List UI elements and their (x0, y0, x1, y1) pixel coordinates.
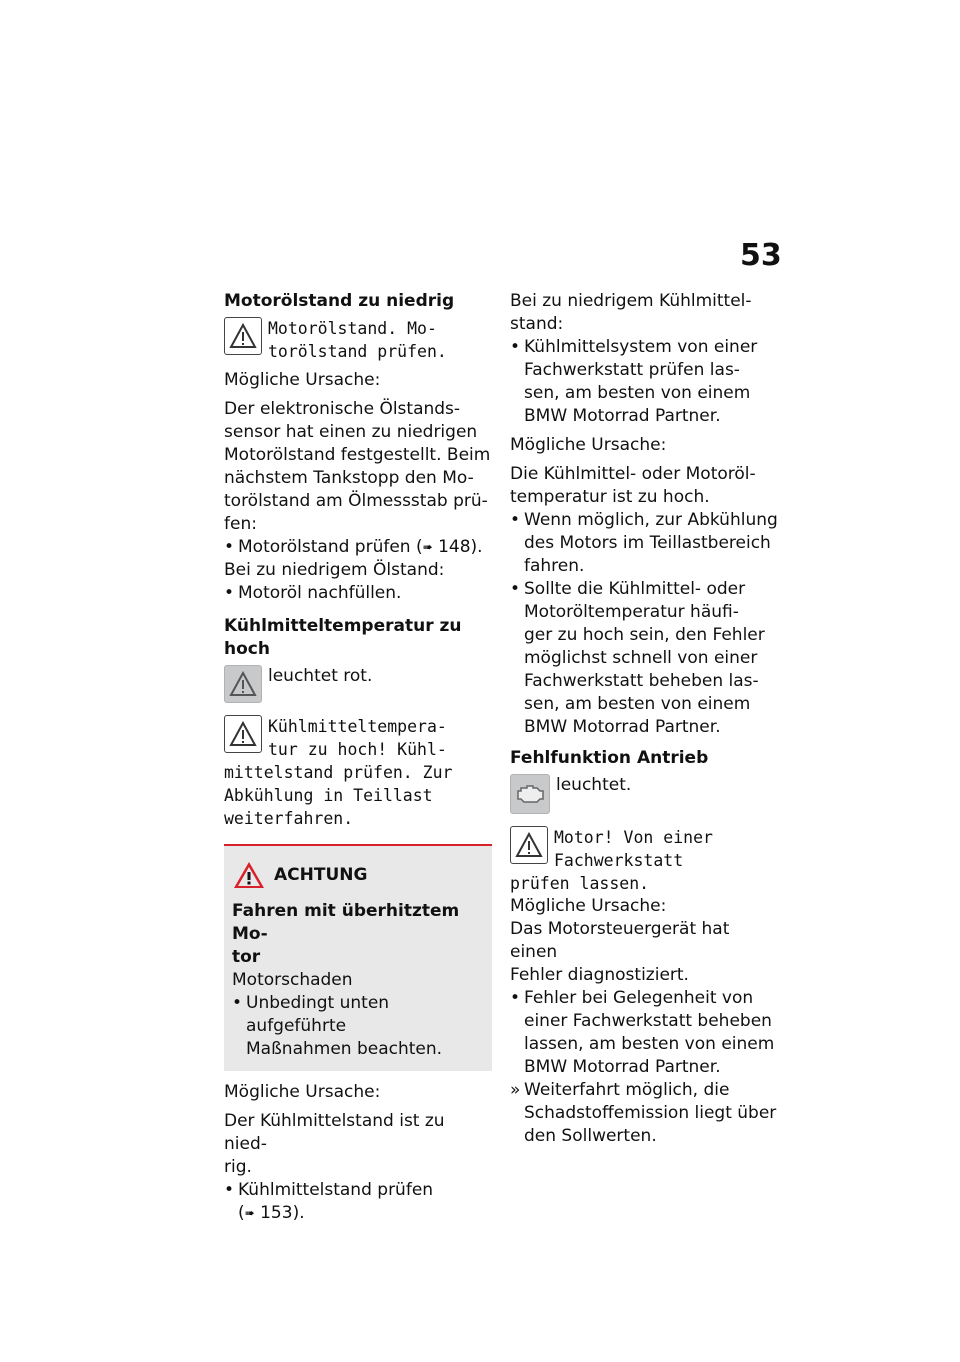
list-item (510, 987, 780, 1079)
text-line: Motoröltemperatur häufi- (524, 602, 739, 622)
indicator-status: leuchtet rot. (268, 666, 373, 686)
caution-consequence: Motorschaden (232, 970, 353, 990)
section-heading-coolant-temp: Kühlmitteltemperatur zu hoch (224, 616, 462, 659)
caution-box (224, 844, 492, 1071)
coolant-level-cause (224, 1110, 492, 1179)
text-line: Fachwerkstatt prüfen las- (524, 360, 740, 380)
text-line: torölstand am Ölmessstab prü- (224, 491, 488, 511)
text-line: Schadstoffemission liegt über (524, 1103, 777, 1123)
coolant-message-line: Abkühlung in Teillast (224, 786, 433, 805)
coolant-message-line: weiterfahren. (224, 809, 354, 828)
text-line: Motorölstand festgestellt. Beim (224, 445, 491, 465)
warning-triangle-icon (224, 715, 262, 753)
bullet-text: ( (238, 1203, 245, 1223)
text-line: temperatur ist zu hoch. (510, 487, 710, 507)
low-coolant-label (510, 290, 780, 336)
bullet-text: ). (292, 1203, 305, 1223)
text-line: • Fehler bei Gelegenheit von (524, 988, 754, 1008)
caution-title-text: ACHTUNG (274, 865, 368, 885)
indicator-row-engine (510, 774, 780, 814)
caution-heading (232, 900, 484, 969)
cause-label: Mögliche Ursache: (510, 896, 667, 916)
text-line: BMW Motorrad Partner. (524, 717, 721, 737)
text-line: den Sollwerten. (524, 1126, 657, 1146)
text-line: • Unbedingt unten aufgeführte (246, 993, 390, 1036)
text-line: • Sollte die Kühlmittel- oder (524, 579, 746, 599)
list-item (224, 536, 492, 559)
text-line: • Wenn möglich, zur Abkühlung (524, 510, 778, 530)
text-line: rig. (224, 1157, 252, 1177)
warning-light-icon (224, 665, 262, 703)
caution-heading-line: tor (232, 947, 261, 967)
text-line: Die Kühlmittel- oder Motoröl- (510, 464, 756, 484)
coolant-message-line: Kühlmitteltempera- (268, 717, 447, 736)
page-reference-icon: ➠ (422, 540, 433, 554)
warning-message-oil (224, 317, 492, 363)
list-item (510, 336, 780, 428)
temp-cause-text (510, 463, 780, 509)
warning-triangle-icon (510, 826, 548, 864)
caution-title (232, 860, 484, 890)
left-column (224, 290, 492, 1225)
list-item (232, 992, 484, 1061)
text-line: stand: (510, 314, 564, 334)
right-column (510, 290, 780, 1148)
warning-triangle-icon (224, 317, 262, 355)
text-line: fen: (224, 514, 257, 534)
engine-cause-text (510, 918, 780, 987)
text-line: Fachwerkstatt beheben las- (524, 671, 759, 691)
text-line: lassen, am besten von einem (524, 1034, 775, 1054)
text-line: einer Fachwerkstatt beheben (524, 1011, 772, 1031)
text-line: BMW Motorrad Partner. (524, 1057, 721, 1077)
engine-message-line: Motor! Von einer (554, 828, 713, 847)
engine-message-continued: prüfen lassen. (510, 874, 650, 893)
indicator-status: leuchtet. (556, 775, 632, 795)
page-reference-icon: ➠ (244, 1206, 255, 1220)
result-item (510, 1079, 780, 1148)
text-line: möglichst schnell von einer (524, 648, 758, 668)
cause-label: Mögliche Ursache: (224, 1082, 381, 1102)
text-line: Fehler diagnostiziert. (510, 965, 689, 985)
warning-message-engine (510, 826, 780, 872)
page-number: 53 (740, 238, 782, 273)
oil-message-line-2: torölstand prüfen. (268, 342, 447, 361)
engine-check-icon (510, 774, 550, 814)
text-line: BMW Motorrad Partner. (524, 406, 721, 426)
coolant-message-line: tur zu hoch! Kühl- (268, 740, 447, 759)
list-item (510, 578, 780, 739)
section-heading-oil-low: Motorölstand zu niedrig (224, 291, 455, 311)
text-line: des Motors im Teillastbereich (524, 533, 771, 553)
list-item (224, 1179, 492, 1225)
page-reference-link[interactable]: 148 (438, 537, 471, 557)
coolant-message-line: mittelstand prüfen. Zur (224, 763, 453, 782)
text-line: nächstem Tankstopp den Mo- (224, 468, 474, 488)
section-heading-drive-malfunction: Fehlfunktion Antrieb (510, 748, 709, 768)
text-line: Maßnahmen beachten. (246, 1039, 443, 1059)
oil-message-line-1: Motorölstand. Mo- (268, 319, 437, 338)
list-item (510, 509, 780, 578)
bullet-text: Motorölstand prüfen ( (238, 537, 423, 557)
text-line: fahren. (524, 556, 585, 576)
text-line: » Weiterfahrt möglich, die (524, 1080, 730, 1100)
text-line: sen, am besten von einem (524, 694, 751, 714)
low-oil-label: Bei zu niedrigem Ölstand: (224, 560, 445, 580)
text-line: Der elektronische Ölstands- (224, 399, 461, 419)
warning-message-coolant (224, 715, 492, 761)
cause-label: Mögliche Ursache: (510, 435, 667, 455)
text-line: Bei zu niedrigem Kühlmittel- (510, 291, 752, 311)
list-item: • Motoröl nachfüllen. (224, 582, 492, 605)
engine-message-line: Fachwerkstatt (554, 851, 684, 870)
indicator-row-coolant (224, 665, 492, 703)
text-line: Das Motorsteuergerät hat einen (510, 919, 730, 962)
coolant-message-continued (224, 761, 492, 830)
cause-label: Mögliche Ursache: (224, 370, 381, 390)
page-reference-link[interactable]: 153 (260, 1203, 293, 1223)
text-line: sensor hat einen zu niedrigen (224, 422, 478, 442)
bullet-text: ). (470, 537, 483, 557)
text-line: Der Kühlmittelstand ist zu nied- (224, 1111, 445, 1154)
text-line: sen, am besten von einem (524, 383, 751, 403)
bullet-text: • Kühlmittelstand prüfen (238, 1180, 434, 1200)
oil-cause-text (224, 398, 492, 536)
text-line: ger zu hoch sein, den Fehler (524, 625, 765, 645)
text-line: • Kühlmittelsystem von einer (524, 337, 758, 357)
caution-triangle-icon (232, 860, 266, 890)
caution-heading-line: Fahren mit überhitztem Mo- (232, 901, 460, 944)
